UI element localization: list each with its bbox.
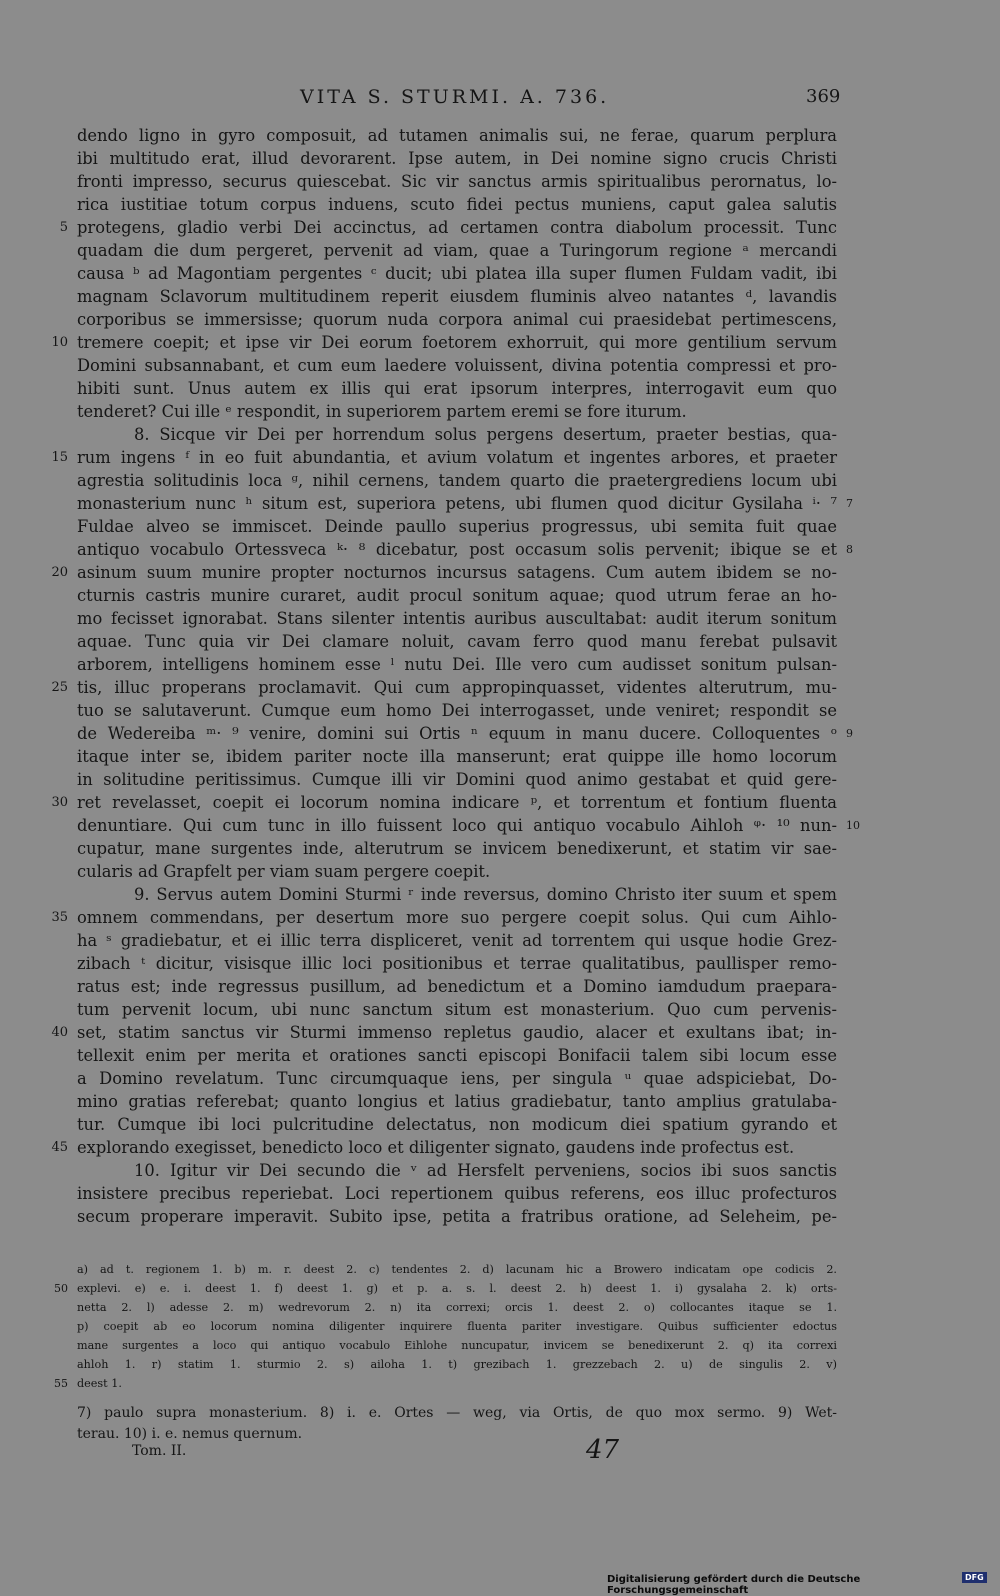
line-number: 45 [51,1140,68,1155]
footnote-line: netta 2. l) adesse 2. m) wedrevorum 2. n) ita correxi; orcis 1. deest 2. o) collocantes itaque se 1. [77,1301,837,1314]
text-line: magnam Sclavorum multitudinem reperit eiusdem fluminis alveo natantes ᵈ, lavandis [77,287,837,306]
note-line: 7) paulo supra monasterium. 8) i. e. Ortes — weg, via Ortis, de quo mox sermo. 9) Wet- [77,1405,837,1421]
page-header [0,86,1000,112]
text-line: cupatur, mane surgentes inde, alterutrum se invicem benedixerunt, et statim vir sae- [77,839,837,858]
footnote-line: ahloh 1. r) statim 1. sturmio 2. s) ailoha 1. t) grezibach 1. grezzebach 2. u) de singulis 2. v) [77,1358,837,1371]
text-line: hibiti sunt. Unus autem ex illis qui erat ipsorum interpres, interrogavit eum quo [77,379,837,398]
text-line: insistere precibus reperiebat. Loci repertionem quibus referens, eos illuc profecturos [77,1184,837,1203]
line-number: 15 [51,450,68,465]
section-heading-line: 8. Sicque vir Dei per horrendum solus pergens desertum, praeter bestias, qua- [134,425,837,444]
text-line: quadam die dum pergeret, pervenit ad viam, quae a Turingorum regione ᵃ mercandi [77,241,837,260]
line-number: 50 [54,1282,68,1295]
text-line: ret revelasset, coepit ei locorum nomina indicare ᵖ, et torrentum et fontium fluenta [77,793,837,812]
text-line: itaque inter se, ibidem pariter nocte illa manserunt; erat quippe ille homo locorum [77,747,837,766]
footnote-line: deest 1. [77,1377,122,1390]
line-number: 5 [59,220,68,235]
text-line: ha ˢ gradiebatur, et ei illic terra displiceret, venit ad torrentem qui usque hodie Grez- [77,931,837,950]
text-line: cularis ad Grapfelt per viam suam pergere coepit. [77,862,491,881]
text-line: denuntiare. Qui cum tunc in illo fuissent loco qui antiquo vocabulo Aihloh ᵠ· ¹⁰ nun- [77,816,837,835]
line-number: 20 [51,565,68,580]
text-line: corporibus se immersisse; quorum nuda corpora animal cui praesidebat pertimescens, [77,310,837,329]
text-line: zibach ᵗ dicitur, visisque illic loci positionibus et terrae qualitatibus, paullisper remo- [77,954,837,973]
text-line: omnem commendans, per desertum more suo pergere coepit solus. Qui cum Aihlo- [77,908,837,927]
text-line: explorando exegisset, benedicto loco et diligenter signato, gaudens inde profectus est. [77,1138,795,1157]
text-line: rica iustitiae totum corpus induens, scuto fidei pectus muniens, caput galea salutis [77,195,837,214]
text-line: tremere coepit; et ipse vir Dei eorum foetorem exhorruit, qui more gentilium servum [77,333,837,352]
line-number: 30 [51,795,68,810]
text-line: tur. Cumque ibi loci pulcritudine delectatus, non modicum diei spatium gyrando et [77,1115,837,1134]
text-line: in solitudine peritissimus. Cumque illi vir Domini quod animo gestabat et quid gere- [77,770,837,789]
text-line: causa ᵇ ad Magontiam pergentes ᶜ ducit; ubi platea illa super flumen Fuldam vadit, ibi [77,264,837,283]
text-line: dendo ligno in gyro composuit, ad tutamen animalis sui, ne ferae, quarum perplura [77,126,837,145]
margin-note-number: 8 [846,543,853,556]
line-number: 40 [51,1025,68,1040]
text-line: tis, illuc properans proclamavit. Qui cum appropinquasset, videntes alterutrum, mu- [77,678,837,697]
section-heading-line: 9. Servus autem Domini Sturmi ʳ inde reversus, domino Christo iter suum et spem [134,885,837,904]
text-line: aquae. Tunc quia vir Dei clamare noluit, cavam ferro quod manu ferebat pulsavit [77,632,837,651]
footnote-line: p) coepit ab eo locorum nomina diligenter inquirere fluenta pariter investigare. Quibus sufficienter edoctus [77,1320,837,1333]
text-line: ibi multitudo erat, illud devorarent. Ipse autem, in Dei nomine signo crucis Christi [77,149,837,168]
text-line: protegens, gladio verbi Dei accinctus, ad certamen contra diabolum processit. Tunc [77,218,837,237]
text-line: arborem, intelligens hominem esse ˡ nutu Dei. Ille vero cum audisset sonitum pulsan- [77,655,837,674]
text-line: tenderet? Cui ille ᵉ respondit, in superiorem partem eremi se fore iturum. [77,402,687,421]
text-line: tuo se salutaverunt. Cumque eum homo Dei interrogasset, unde veniret; respondit se [77,701,837,720]
text-line: rum ingens ᶠ in eo fuit abundantia, et avium volatum et ingentes arbores, et praeter [77,448,837,467]
line-number: 55 [54,1377,68,1390]
text-line: set, statim sanctus vir Sturmi immenso repletus gaudio, alacer et exultans ibat; in- [77,1023,837,1042]
text-line: cturnis castris munire curaret, audit procul sonitum aquae; quod utrum ferae an ho- [77,586,837,605]
line-number: 35 [51,910,68,925]
text-line: tum pervenit locum, ubi nunc sanctum situm est monasterium. Quo cum pervenis- [77,1000,837,1019]
margin-note-number: 7 [846,497,853,510]
page-number: 369 [806,86,841,107]
signature-mark: 47 [586,1435,620,1465]
digitization-credit: Digitalisierung gefördert durch die Deutsche Forschungsgemeinschaft [607,1574,861,1596]
text-line: de Wedereiba ᵐ· ⁹ venire, domini sui Ortis ⁿ equum in manu ducere. Colloquentes ᵒ [77,724,837,743]
text-line: Domini subsannabant, et cum eum laedere voluissent, divina potentia compressi et pro- [77,356,837,375]
text-line: Fuldae alveo se immiscet. Deinde paullo superius progressus, ubi semita fuit quae [77,517,837,536]
text-line: secum properare imperavit. Subito ipse, petita a fratribus oratione, ad Seleheim, pe- [77,1207,837,1226]
text-line: tellexit enim per merita et orationes sancti episcopi Bonifacii talem sibi locum esse [77,1046,837,1065]
text-line: fronti impresso, securus quiescebat. Sic vir sanctus armis spiritualibus perornatus, lo- [77,172,837,191]
dfg-logo: DFG [962,1572,987,1583]
line-number: 25 [51,680,68,695]
text-line: ratus est; inde regressus pusillum, ad benedictum et a Domino iamdudum praepara- [77,977,837,996]
volume-label: Tom. II. [132,1443,187,1459]
line-number: 10 [51,335,68,350]
text-line: mo fecisset ignorabat. Stans silenter intentis auribus auscultabat: audit iterum sonitum [77,609,837,628]
text-line: a Domino revelatum. Tunc circumquaque iens, per singula ᵘ quae adspiciebat, Do- [77,1069,837,1088]
margin-note-number: 9 [846,727,853,740]
footnote-line: mane surgentes a loco qui antiquo vocabulo Eihlohe nuncupatur, invicem se benedixerunt 2. q) ita correxi [77,1339,837,1352]
text-line: asinum suum munire propter nocturnos incursus satagens. Cum autem ibidem se no- [77,563,837,582]
section-heading-line: 10. Igitur vir Dei secundo die ᵛ ad Hersfelt perveniens, socios ibi suos sanctis [134,1161,837,1180]
text-line: antiquo vocabulo Ortessveca ᵏ· ⁸ dicebatur, post occasum solis pervenit; ibique se et [77,540,837,559]
text-line: agrestia solitudinis loca ᵍ, nihil cernens, tandem quarto die praetergrediens locum ubi [77,471,837,490]
footnote-line: a) ad t. regionem 1. b) m. r. deest 2. c) tendentes 2. d) lacunam hic a Browero indicatam ope codicis 2. [77,1263,837,1276]
footnote-line: explevi. e) e. i. deest 1. f) deest 1. g) et p. a. s. l. deest 2. h) deest 1. i) gysalaha 2. k) orts- [77,1282,837,1295]
running-head: VITA S. STURMI. A. 736. [300,86,610,108]
note-line: terau. 10) i. e. nemus quernum. [77,1426,303,1442]
text-line: mino gratias referebat; quanto longius et latius gradiebatur, tanto amplius gratulaba- [77,1092,837,1111]
margin-note-number: 10 [846,819,860,832]
text-line: monasterium nunc ʰ situm est, superiora petens, ubi flumen quod dicitur Gysilaha ⁱ· ⁷ [77,494,837,513]
